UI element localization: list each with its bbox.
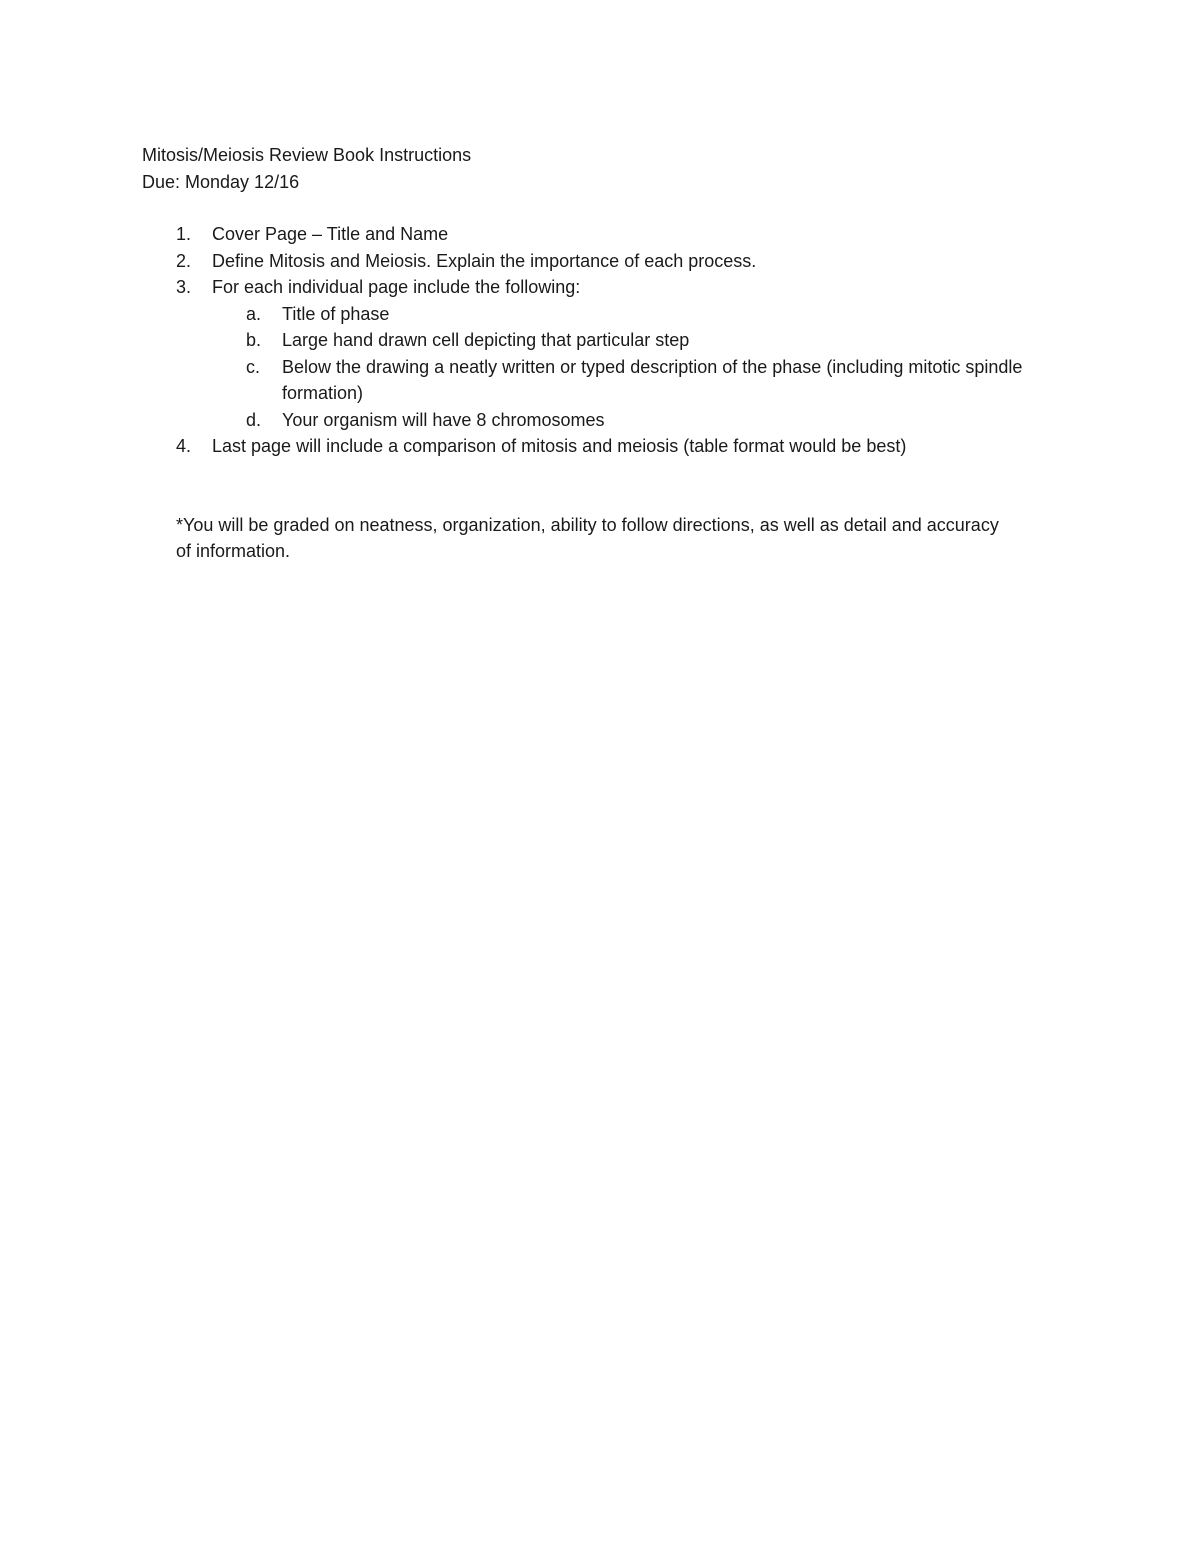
sub-list-item-letter: c. — [246, 356, 261, 377]
list-item-number: 2. — [176, 250, 192, 271]
sub-list-item-text: Below the drawing a neatly written or typed description of the phase (including mitotic spindle formation) — [282, 356, 1023, 403]
sub-list-item-letter: d. — [246, 409, 262, 430]
list-item — [142, 274, 1062, 433]
sub-list-item — [212, 327, 1062, 354]
list-item — [142, 248, 1062, 275]
document-title: Mitosis/Meiosis Review Book Instructions — [142, 145, 472, 165]
spacer — [142, 195, 1062, 221]
list-item-number: 3. — [176, 277, 192, 297]
sub-list-item-letter: b. — [246, 330, 262, 350]
sub-list-item — [212, 407, 1062, 434]
sub-list-item-letter: a. — [246, 303, 262, 324]
list-item — [142, 433, 1062, 460]
sub-list-item-text: Large hand drawn cell depicting that particular step — [282, 330, 690, 350]
sub-list-item-text: Title of phase — [282, 303, 390, 324]
sub-list-item — [212, 354, 1062, 407]
grading-note: *You will be graded on neatness, organization, ability to follow directions, as well as detail and accuracy of information. — [176, 514, 999, 561]
sub-list-item — [212, 301, 1062, 328]
list-item-number: 1. — [176, 224, 192, 244]
sub-list-item-text: Your organism will have 8 chromosomes — [282, 409, 605, 430]
list-item-text: For each individual page include the following: — [212, 277, 581, 297]
instruction-list — [142, 221, 1062, 460]
list-item-text: Define Mitosis and Meiosis. Explain the importance of each process. — [212, 250, 757, 271]
list-item-number: 4. — [176, 436, 192, 456]
due-date: Due: Monday 12/16 — [142, 171, 300, 192]
list-item-text: Cover Page – Title and Name — [212, 224, 449, 244]
list-item — [142, 221, 1062, 248]
document-content — [142, 142, 1062, 583]
sub-instruction-list — [212, 301, 1062, 434]
list-item-text: Last page will include a comparison of mitosis and meiosis (table format would be best) — [212, 436, 907, 456]
